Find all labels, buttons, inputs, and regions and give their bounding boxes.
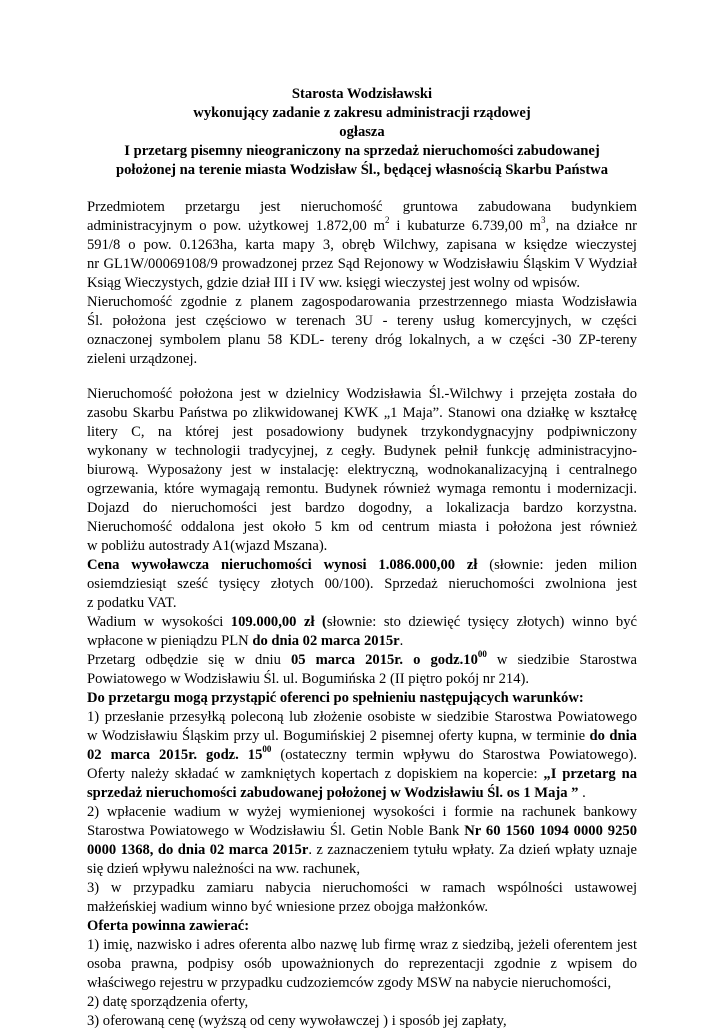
text-line: 1) imię, nazwisko i adres oferenta albo nazwę lub firmę wraz z siedzibą, jeżeli oferentem jest (87, 937, 637, 953)
text-line: Nieruchomość zgodnie z planem zagospodarowania przestrzennego miasta Wodzisławia (87, 294, 637, 310)
announces-label: ogłasza (339, 124, 385, 140)
text-line: osoba prawna, podpisy osób upoważnionych do reprezentacji zgodnie z wpisem do (87, 956, 637, 972)
text-line: sprzedaż nieruchomości zabudowanej położonej w Wodzisławiu Śl. os 1 Maja ” . (87, 785, 586, 801)
text-line: Starostwa Powiatowego w Wodzisławiu Śl. Getin Noble Bank Nr 60 1560 1094 0000 9250 (87, 823, 637, 839)
text-line: litery C, na której jest posadowiony budynek trzykondygnacyjny podpiwniczony (87, 424, 637, 440)
text-line: się dzień wpływu należności na ww. rachunek, (87, 861, 360, 877)
text-line: 591/8 o pow. 0.1263ha, karta mapy 3, obręb Wilchwy, zapisana w księdze wieczystej (87, 237, 637, 253)
text-line: Dojazd do nieruchomości jest bardzo dogodny, a lokalizacja bardzo korzystna. (87, 500, 637, 516)
offer-heading: Oferta powinna zawierać: (87, 918, 250, 934)
text-line: 3) oferowaną cenę (wyższą od ceny wywoławczej ) i sposób jej zapłaty, (87, 1013, 507, 1029)
text-line: osiemdziesiąt sześć tysięcy złotych 00/100). Sprzedaż nieruchomości zwolniona jest (87, 576, 637, 592)
text-line: oznaczonej symbolem planu 58 KDL- tereny dróg lokalnych, a w części -30 ZP-tereny (87, 332, 637, 348)
text-line: w Wodzisławiu Śląskim przy ul. Bogumińskiej 2 pisemnej oferty kupna, w terminie do dnia (87, 728, 637, 744)
text-line: nr GL1W/00069108/9 prowadzonej przez Sąd Rejonowy w Wodzisławiu Śląskim V Wydział (87, 256, 637, 272)
text-line: 1) przesłanie przesyłką poleconą lub złożenie osobiste w siedzibie Starostwa Powiatowego (87, 709, 637, 725)
text-line: administracyjnym o pow. użytkowej 1.872,00 $m^2$ i kubaturze 6.739,00 $m^3$, na działce nr (87, 215, 637, 234)
tender-title-line1: I przetarg pisemny nieograniczony na sprzedaż nieruchomości zabudowanej (124, 143, 600, 159)
text-line: Nieruchomość oddalona jest około 5 km od centrum miasta i położona jest również (87, 519, 637, 535)
text-line: biurową. Wyposażony jest w instalację: elektryczną, wodnokanalizacyjną i centralnego (87, 462, 637, 478)
text-line: właściwego rejestru w przypadku cudzoziemców zgody MSW na nabycie nieruchomości, (87, 975, 612, 991)
conditions-heading: Do przetargu mogą przystąpić oferenci po spełnieniu następujących warunków: (87, 690, 584, 706)
text-line: 2) wpłacenie wadium w wyżej wymienionej wysokości i formie na rachunek bankowy (87, 804, 637, 820)
text-line: Oferty należy składać w zamkniętych kopertach z dopiskiem na kopercie: „I przetarg na (87, 766, 637, 782)
text-line: Przedmiotem przetargu jest nieruchomość gruntowa zabudowana budynkiem (87, 199, 637, 215)
deposit-line: Wadium w wysokości 109.000,00 zł (słownie: sto dziewięć tysięcy złotych) winno być (87, 614, 637, 630)
text-line: zieleni urządzonej. (87, 351, 198, 367)
text-line: wykonany w technologii tradycyjnej, z cegły. Budynek pełnił funkcję administracyjno- (87, 443, 637, 459)
text-line: małżeńskiej wadium winno być wniesione przez obojga małżonków. (87, 899, 489, 915)
text-line: Nieruchomość położona jest w dzielnicy Wodzisławia Śl.-Wilchwy i przejęta została do (87, 386, 637, 402)
text-line: 2) datę sporządzenia oferty, (87, 994, 249, 1010)
text-line: Powiatowego w Wodzisławiu Śl. ul. Bogumińska 2 (II piętro pokój nr 214). (87, 671, 530, 687)
text-line: w pobliżu autostrady A1(wjazd Mszana). (87, 538, 328, 554)
deposit-deadline-line: wpłacone w pieniądzu PLN do dnia 02 marca 2015r. (87, 633, 404, 649)
tender-title-line2: położonej na terenie miasta Wodzisław Śl., będącej własnością Skarbu Państwa (115, 162, 609, 178)
text-line: Śl. położona jest częściowo w terenach 3U - tereny usług komercyjnych, w części (87, 313, 637, 329)
tender-date-line: Przetarg odbędzie się w dniu 05 marca 2015r. o $godz.10^{00}$ w siedzibie Starostwa (87, 649, 637, 668)
issuer-subtitle: wykonujący zadanie z zakresu administracji rządowej (193, 105, 531, 121)
text-line: 3) w przypadku zamiaru nabycia nieruchomości w ramach wspólności ustawowej (87, 880, 637, 896)
text-line: ogrzewania, które wymagają remontu. Budynek również wymaga remontu i modernizacji. (87, 481, 637, 497)
text-line: 0000 1368, do dnia 02 marca 2015r. z zaznaczeniem tytułu wpłaty. Za dzień wpłaty uznaje (87, 842, 637, 858)
issuer-title: Starosta Wodzisławski (291, 86, 433, 102)
starting-price-line: Cena wywoławcza nieruchomości wynosi 1.086.000,00 zł (słownie: jeden milion (87, 557, 637, 573)
text-line: zasobu Skarbu Państwa po zlikwidowanej KWK „1 Maja”. Stanowi ona działkę w kształcę (87, 405, 637, 421)
text-line: 02 marca 2015r. godz. $15^{00}$ (ostateczny termin wpływu do Starostwa Powiatowego). (87, 744, 637, 763)
text-line: Ksiąg Wieczystych, gdzie dział III i IV ww. księgi wieczystej jest wolny od wpisów. (87, 275, 581, 291)
text-line: z podatku VAT. (87, 595, 177, 611)
